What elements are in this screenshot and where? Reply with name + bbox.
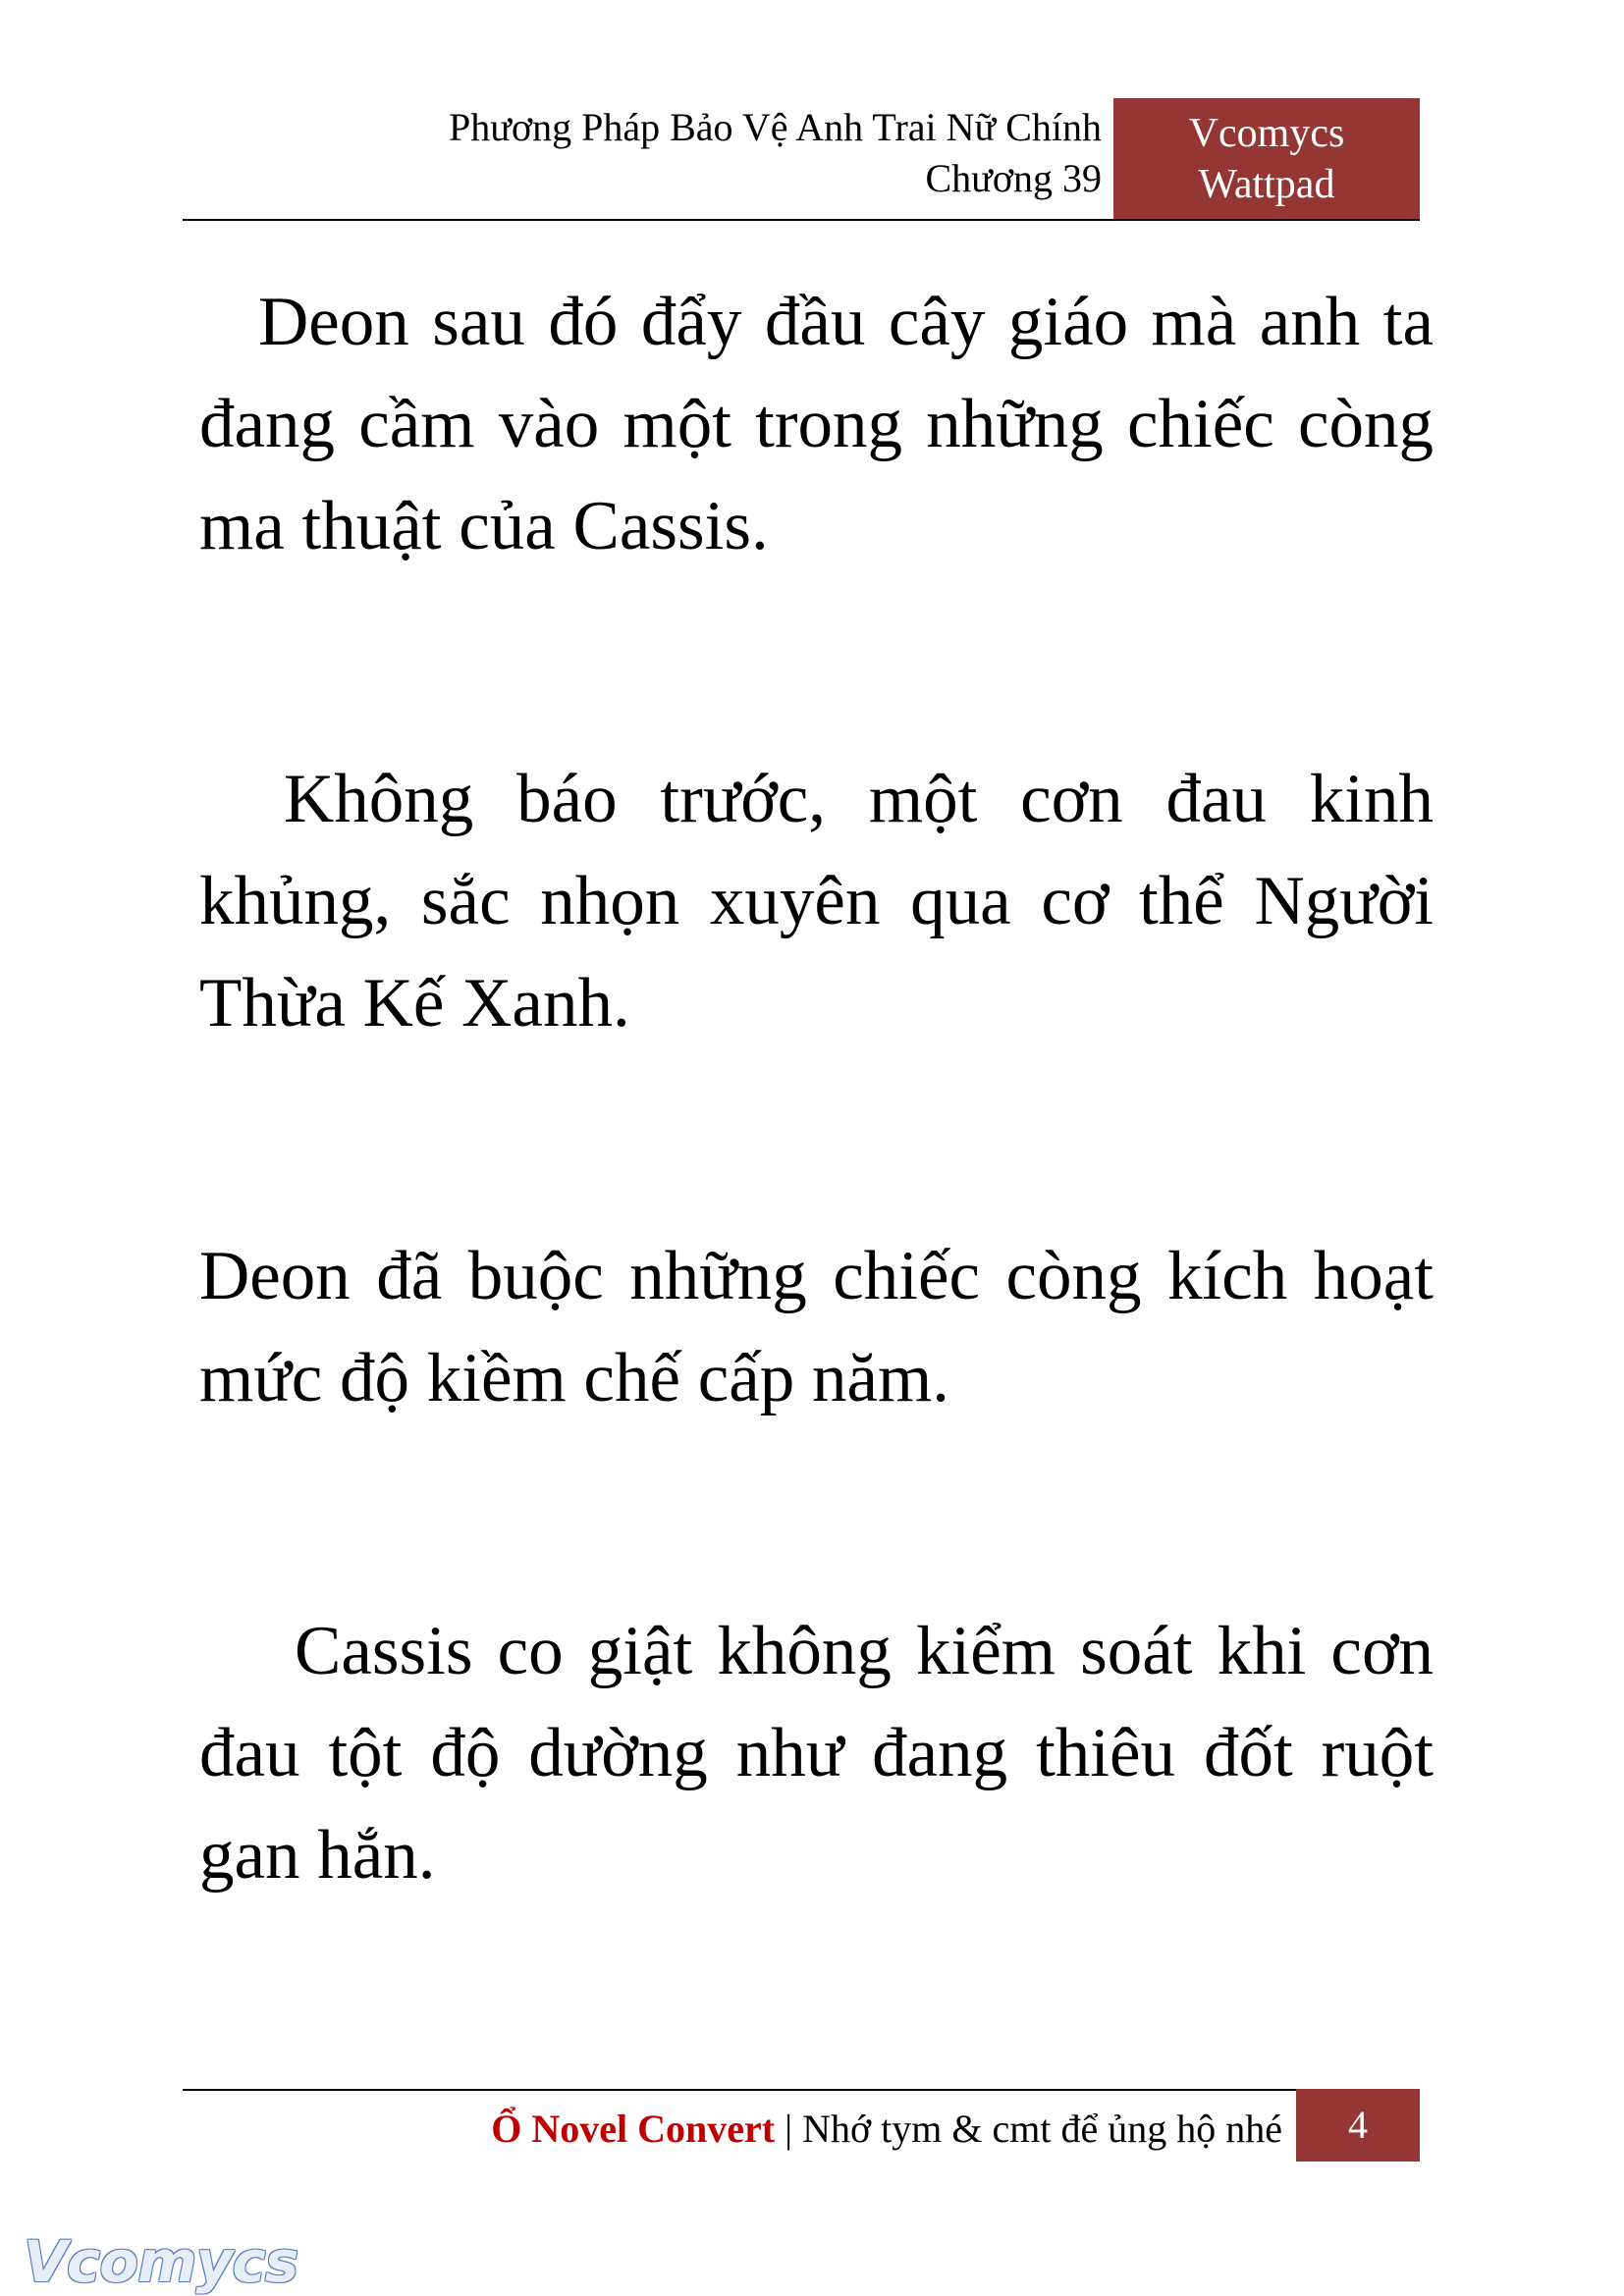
header-divider [183, 219, 1420, 221]
paragraph: Không báo trước, một cơn đau kinh khủng, sắc nhọn xuyên qua cơ thể Người Thừa Kế Xanh. [199, 761, 1434, 1041]
paragraph: Deon sau đó đẩy đầu cây giáo mà anh ta đang cầm vào một trong những chiếc còng ma thuật của Cassis. [199, 284, 1434, 564]
paragraph: Cassis co giật không kiểm soát khi cơn đau tột độ dường như đang thiêu đốt ruột gan hắn. [199, 1613, 1434, 1894]
footer-separator: | [785, 2107, 793, 2151]
watermark-logo: Vcomycs [24, 2228, 298, 2295]
page-footer [183, 2106, 1282, 2153]
source-badge [1113, 98, 1420, 220]
footer-divider [183, 2089, 1296, 2091]
page-number: 4 [1296, 2089, 1420, 2162]
source-badge-line1: Vcomycs [1188, 111, 1345, 156]
chapter-title: Chương 39 [925, 156, 1102, 200]
page-header [183, 102, 1102, 204]
footer-brand: Ổ Novel Convert [491, 2107, 776, 2151]
footer-note: Nhớ tym & cmt để ủng hộ nhé [802, 2107, 1282, 2151]
source-badge-line2: Wattpad [1198, 162, 1335, 207]
story-body [199, 271, 1434, 1906]
paragraph: Deon đã buộc những chiếc còng kích hoạt mức độ kiềm chế cấp năm. [199, 1238, 1434, 1416]
book-title: Phương Pháp Bảo Vệ Anh Trai Nữ Chính [449, 105, 1102, 149]
